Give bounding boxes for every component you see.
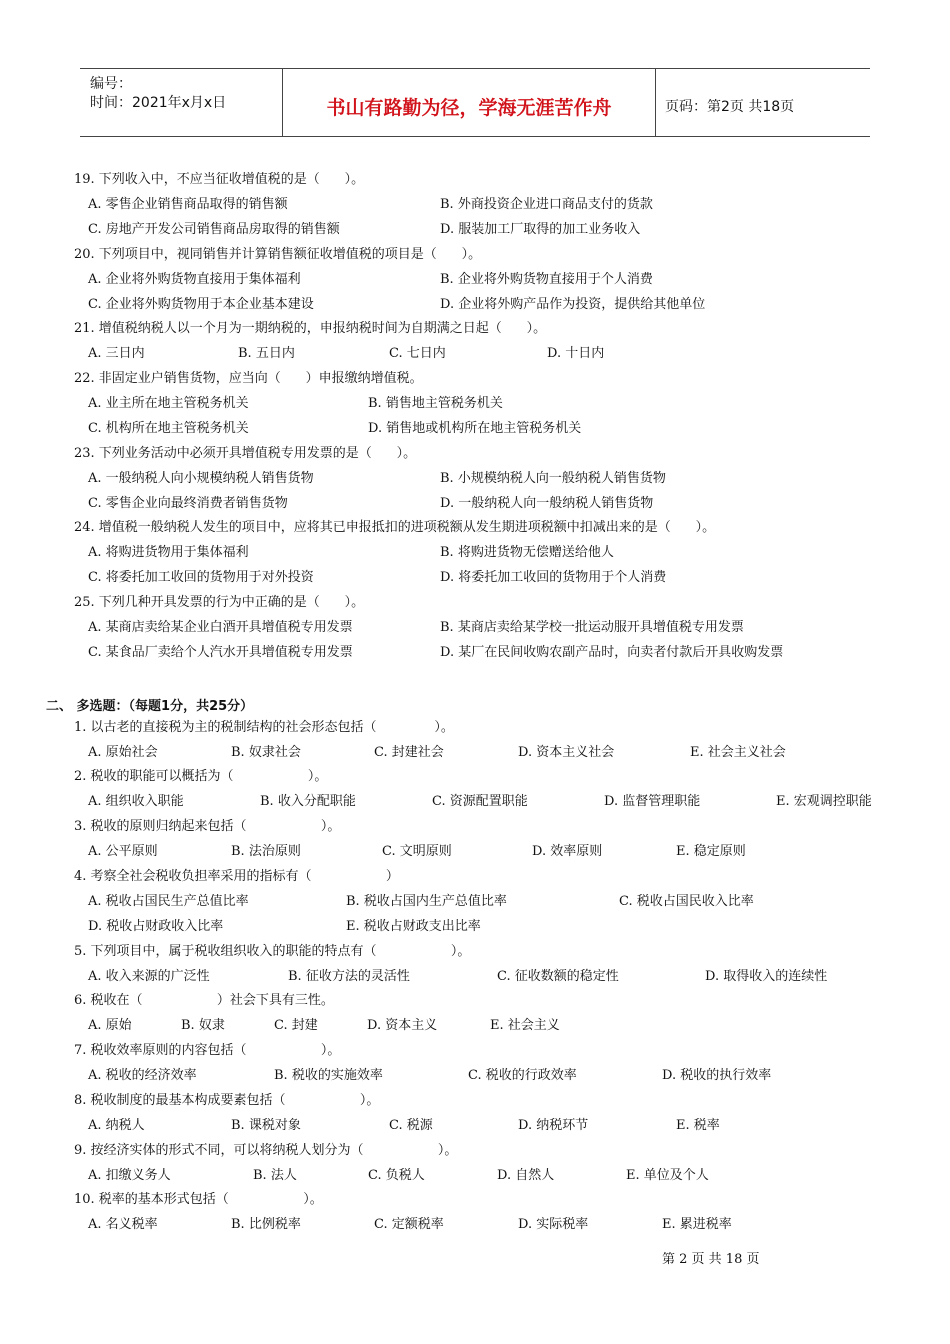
answer-option: E. 单位及个人 [626, 1168, 709, 1183]
answer-option: C. 封建社会 [374, 745, 444, 760]
question-stem: 8. 税收制度的最基本构成要素包括（ ）。 [74, 1093, 380, 1108]
answer-option: C. 税源 [389, 1118, 433, 1133]
answer-option: C. 将委托加工收回的货物用于对外投资 [88, 570, 314, 585]
answer-option: B. 某商店卖给某学校一批运动服开具增值税专用发票 [440, 620, 744, 635]
answer-option: B. 法治原则 [231, 844, 301, 859]
header-right-cell [655, 69, 870, 136]
answer-option: A. 原始社会 [88, 745, 158, 760]
answer-option: D. 一般纳税人向一般纳税人销售货物 [440, 496, 654, 511]
answer-option: C. 负税人 [368, 1168, 425, 1183]
answer-option: C. 企业将外购货物用于本企业基本建设 [88, 297, 314, 312]
answer-option: B. 征收方法的灵活性 [288, 969, 410, 984]
answer-option: C. 税收占国民收入比率 [619, 894, 754, 909]
answer-option: D. 某厂在民间收购农副产品时，向卖者付款后开具收购发票 [440, 645, 784, 660]
question-stem: 19. 下列收入中，不应当征收增值税的是（ ）。 [74, 172, 365, 187]
answer-option: C. 某食品厂卖给个人汽水开具增值税专用发票 [88, 645, 353, 660]
answer-option: C. 定额税率 [374, 1217, 444, 1232]
question-stem: 21. 增值税纳税人以一个月为一期纳税的，申报纳税时间为自期满之日起（ ）。 [74, 321, 547, 336]
answer-option: D. 将委托加工收回的货物用于个人消费 [440, 570, 667, 585]
answer-option: A. 零售企业销售商品取得的销售额 [88, 197, 288, 212]
answer-option: A. 税收占国民生产总值比率 [88, 894, 249, 909]
page-header [80, 68, 870, 137]
question-stem: 5. 下列项目中，属于税收组织收入的职能的特点有（ ）。 [74, 944, 471, 959]
answer-option: A. 三日内 [88, 346, 145, 361]
answer-option: A. 公平原则 [88, 844, 158, 859]
answer-option: B. 企业将外购货物直接用于个人消费 [440, 272, 653, 287]
question-stem: 1. 以古老的直接税为主的税制结构的社会形态包括（ ）。 [74, 720, 454, 735]
answer-option: B. 将购进货物无偿赠送给他人 [440, 545, 614, 560]
answer-option: D. 十日内 [547, 346, 605, 361]
question-stem: 25. 下列几种开具发票的行为中正确的是（ ）。 [74, 595, 365, 610]
answer-option: C. 房地产开发公司销售商品房取得的销售额 [88, 222, 340, 237]
question-stem: 20. 下列项目中，视同销售并计算销售额征收增值税的项目是（ ）。 [74, 247, 482, 262]
answer-option: B. 收入分配职能 [260, 794, 356, 809]
document-date: 时间：2021年x月x日 [90, 95, 227, 111]
answer-option: C. 文明原则 [382, 844, 452, 859]
question-stem: 9. 按经济实体的形式不同，可以将纳税人划分为（ ）。 [74, 1143, 458, 1158]
answer-option: C. 七日内 [389, 346, 446, 361]
question-stem: 7. 税收效率原则的内容包括（ ）。 [74, 1043, 341, 1058]
answer-option: A. 原始 [88, 1018, 132, 1033]
answer-option: A. 企业将外购货物直接用于集体福利 [88, 272, 301, 287]
answer-option: B. 奴隶 [181, 1018, 225, 1033]
answer-option: B. 销售地主管税务机关 [368, 396, 503, 411]
answer-option: A. 某商店卖给某企业白酒开具增值税专用发票 [88, 620, 353, 635]
answer-option: B. 法人 [253, 1168, 297, 1183]
answer-option: D. 服装加工厂取得的加工业务收入 [440, 222, 641, 237]
section-title: 二、 多选题：（每题1分，共25分） [46, 699, 254, 714]
answer-option: C. 税收的行政效率 [468, 1068, 577, 1083]
question-stem: 24. 增值税一般纳税人发生的项目中，应将其已申报抵扣的进项税额从发生期进项税额中扣减出来的是（ ）。 [74, 520, 716, 535]
answer-option: A. 税收的经济效率 [88, 1068, 197, 1083]
answer-option: B. 比例税率 [231, 1217, 301, 1232]
answer-option: A. 纳税人 [88, 1118, 145, 1133]
answer-option: E. 累进税率 [662, 1217, 732, 1232]
page-indicator: 页码：第2页 共18页 [665, 99, 795, 115]
document-number: 编号： [90, 76, 132, 92]
answer-option: A. 名义税率 [88, 1217, 158, 1232]
question-stem: 23. 下列业务活动中必须开具增值税专用发票的是（ ）。 [74, 446, 417, 461]
answer-option: B. 奴隶社会 [231, 745, 301, 760]
question-stem: 10. 税率的基本形式包括（ ）。 [74, 1192, 323, 1207]
answer-option: B. 外商投资企业进口商品支付的货款 [440, 197, 653, 212]
answer-option: A. 组织收入职能 [88, 794, 184, 809]
answer-option: B. 五日内 [238, 346, 295, 361]
question-stem: 3. 税收的原则归纳起来包括（ ）。 [74, 819, 341, 834]
question-stem: 6. 税收在（ ）社会下具有三性。 [74, 993, 334, 1008]
question-stem: 22. 非固定业户销售货物，应当向（ ）申报缴纳增值税。 [74, 371, 423, 386]
motto: 书山有路勤为径，学海无涯苦作舟 [326, 97, 612, 119]
answer-option: D. 资本主义 [367, 1018, 438, 1033]
answer-option: A. 收入来源的广泛性 [88, 969, 210, 984]
answer-option: B. 税收占国内生产总值比率 [346, 894, 507, 909]
answer-option: A. 将购进货物用于集体福利 [88, 545, 249, 560]
header-motto-cell [282, 69, 656, 136]
answer-option: D. 销售地或机构所在地主管税务机关 [368, 421, 582, 436]
answer-option: D. 取得收入的连续性 [705, 969, 828, 984]
answer-option: B. 税收的实施效率 [274, 1068, 383, 1083]
answer-option: A. 扣缴义务人 [88, 1168, 171, 1183]
answer-option: D. 纳税环节 [518, 1118, 589, 1133]
answer-option: B. 课税对象 [231, 1118, 301, 1133]
answer-option: E. 税收占财政支出比率 [346, 919, 481, 934]
answer-option: D. 税收占财政收入比率 [88, 919, 224, 934]
question-stem: 2. 税收的职能可以概括为（ ）。 [74, 769, 328, 784]
answer-option: C. 机构所在地主管税务机关 [88, 421, 249, 436]
header-left-cell [80, 69, 282, 136]
answer-option: D. 企业将外购产品作为投资，提供给其他单位 [440, 297, 706, 312]
answer-option: C. 资源配置职能 [432, 794, 528, 809]
answer-option: A. 业主所在地主管税务机关 [88, 396, 249, 411]
answer-option: D. 监督管理职能 [604, 794, 701, 809]
answer-option: D. 效率原则 [532, 844, 603, 859]
answer-option: D. 资本主义社会 [518, 745, 615, 760]
answer-option: E. 社会主义社会 [690, 745, 786, 760]
answer-option: B. 小规模纳税人向一般纳税人销售货物 [440, 471, 666, 486]
answer-option: D. 自然人 [497, 1168, 555, 1183]
answer-option: E. 宏观调控职能 [776, 794, 872, 809]
answer-option: E. 税率 [676, 1118, 720, 1133]
answer-option: D. 税收的执行效率 [662, 1068, 772, 1083]
answer-option: E. 稳定原则 [676, 844, 746, 859]
question-stem: 4. 考察全社会税收负担率采用的指标有（ ） [74, 869, 399, 884]
answer-option: D. 实际税率 [518, 1217, 589, 1232]
answer-option: C. 封建 [274, 1018, 318, 1033]
page-footer: 第 2 页 共 18 页 [662, 1252, 760, 1267]
answer-option: C. 征收数额的稳定性 [497, 969, 619, 984]
answer-option: C. 零售企业向最终消费者销售货物 [88, 496, 288, 511]
answer-option: E. 社会主义 [490, 1018, 560, 1033]
answer-option: A. 一般纳税人向小规模纳税人销售货物 [88, 471, 314, 486]
